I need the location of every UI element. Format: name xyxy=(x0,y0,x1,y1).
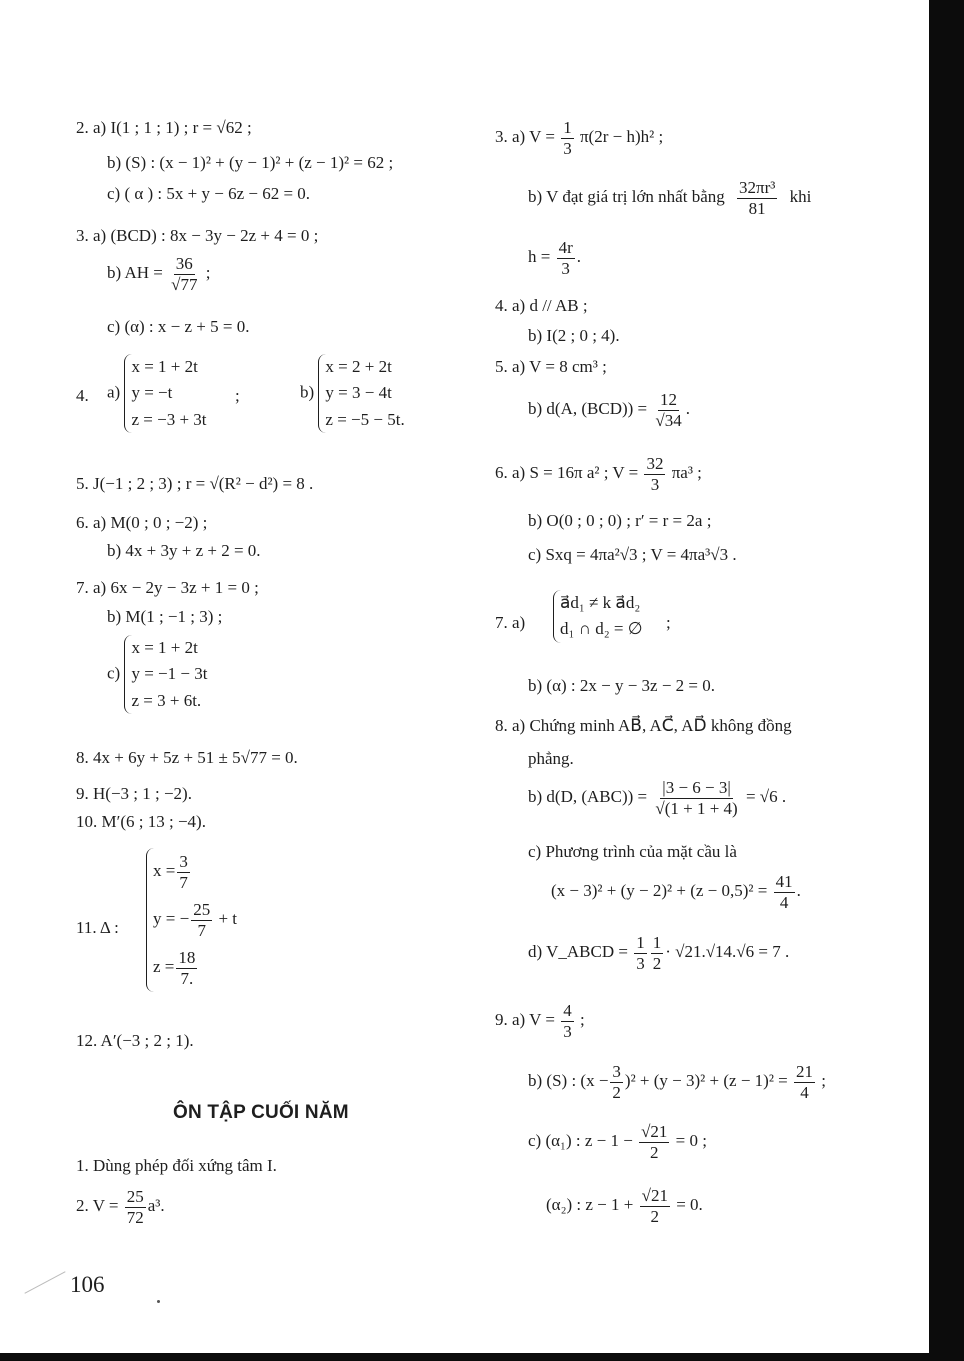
answer-r8c-equation: (x − 3)² + (y − 2)² + (z − 0,5)² = $\frac{41}{4}$ . xyxy=(551,872,801,912)
answer-3b-label: b) AH = xyxy=(107,262,163,282)
fraction: $\frac{12}{√34}$ xyxy=(655,390,682,430)
answer-r3c: h = $\frac{4r}{3}$ . xyxy=(528,238,582,278)
equation-system: x = $\frac{3}{7}$ y = − $\frac{25}{7}$ + t z = $\frac{18}{7.}$ xyxy=(146,848,237,992)
answer-r7a xyxy=(553,590,643,643)
equation-system: x = 1 + 2t y = −1 − 3t z = 3 + 6t. xyxy=(124,635,207,714)
answer-3c: c) (α) : x − z + 5 = 0. xyxy=(107,317,250,336)
fraction: $\frac{4r}{3}$ xyxy=(558,238,573,278)
answer-r8c: c) Phương trình của mặt cầu là xyxy=(528,842,737,861)
fraction: $\frac{\text{32πr³}}{81}$ xyxy=(739,178,776,218)
answer-r3a: 3. a) V = $\frac{1}{3}$ π(2r − h)h² ; xyxy=(495,118,664,158)
fraction: $\frac{3}{2}$ xyxy=(612,1062,621,1102)
scan-speck xyxy=(157,1300,160,1303)
answer-r8a: 8. a) Chứng minh AB⃗, AC⃗, AD⃗ không đồng xyxy=(495,716,792,735)
answer-r6c: c) Sxq = 4πa²√3 ; V = 4πa³√3 . xyxy=(528,545,737,564)
answer-2a: 2. a) I(1 ; 1 ; 1) ; r = √62 ; xyxy=(76,118,252,137)
answer-7c: c) x = 1 + 2t y = −1 − 3t z = 3 + 6t. xyxy=(107,635,207,714)
answer-r5b: b) d(A, (BCD)) = $\frac{12}{√34}$ . xyxy=(528,390,690,430)
fraction: $\frac{18}{7.}$ xyxy=(178,948,196,988)
equation-system: x = 2 + 2t y = 3 − 4t z = −5 − 5t. xyxy=(318,354,404,433)
answer-r6a: 6. a) S = 16π a² ; V = $\frac{32}{3}$ πa³ ; xyxy=(495,454,702,494)
scan-smudge xyxy=(24,1271,65,1293)
answer-r8b: b) d(D, (ABC)) = $\frac{|3 - 6 - 3|}{√(1 + 1 + 4)}$ = √6 . xyxy=(528,778,787,818)
answer-r3b: b) V đạt giá trị lớn nhất bằng $\frac{\text{32πr³}}{81}$ khi xyxy=(528,178,812,218)
answer-5: 5. J(−1 ; 2 ; 3) ; r = √(R² − d²) = 8 . xyxy=(76,474,314,493)
answer-r5a: 5. a) V = 8 cm³ ; xyxy=(495,357,607,376)
answer-3a: 3. a) (BCD) : 8x − 3y − 2z + 4 = 0 ; xyxy=(76,226,319,245)
answer-r4a: 4. a) d // AB ; xyxy=(495,296,588,315)
fraction: $\frac{1}{3}$ xyxy=(563,118,572,158)
answer-6a: 6. a) M(0 ; 0 ; −2) ; xyxy=(76,513,208,532)
answer-2c: c) ( α ) : 5x + y − 6z − 62 = 0. xyxy=(107,184,311,203)
answer-r6b: b) O(0 ; 0 ; 0) ; r′ = r = 2a ; xyxy=(528,511,712,530)
fraction: $\frac{√21}{2}$ xyxy=(641,1122,668,1162)
answer-11-label: 11. Δ : xyxy=(76,918,119,937)
answer-r8a-cont: phẳng. xyxy=(528,749,574,768)
answer-r9c: c) (α₁) : z − 1 − $\frac{√21}{2}$ = 0 ; xyxy=(528,1122,707,1162)
equation-system: a⃗d₁ ≠ k a⃗d₂ d₁ ∩ d₂ = ∅ xyxy=(553,590,643,643)
section-title: ÔN TẬP CUỐI NĂM xyxy=(173,1102,349,1123)
scan-border-right xyxy=(929,0,964,1361)
answer-12: 12. A′(−3 ; 2 ; 1). xyxy=(76,1031,194,1050)
answer-10: 10. M′(6 ; 13 ; −4). xyxy=(76,812,206,831)
fraction: $\frac{41}{4}$ xyxy=(775,872,793,912)
answer-4b: b) x = 2 + 2t y = 3 − 4t z = −5 − 5t. xyxy=(300,354,405,433)
answer-r9b: b) (S) : (x − $\frac{3}{2}$ )² + (y − 3)² + (z − 1)² = $\frac{21}{4}$ ; xyxy=(528,1062,826,1102)
fraction: $\frac{25}{72}$ xyxy=(126,1187,144,1227)
fraction: $\frac{32}{3}$ xyxy=(646,454,664,494)
fraction: $\frac{36}{√77}$ xyxy=(171,254,198,294)
answer-4-number: 4. xyxy=(76,386,89,405)
fraction: $\frac{3}{7}$ xyxy=(179,852,188,892)
fraction: $\frac{√21}{2}$ xyxy=(641,1186,668,1226)
fraction: $\frac{21}{4}$ xyxy=(796,1062,813,1102)
answer-7a: 7. a) 6x − 2y − 3z + 1 = 0 ; xyxy=(76,578,259,597)
answer-r4b: b) I(2 ; 0 ; 4). xyxy=(528,326,620,345)
answer-r7-separator: ; xyxy=(666,613,671,632)
review-answer-2: 2. V = $\frac{25}{72}$ a³. xyxy=(76,1187,165,1227)
answer-r9d: (α₂) : z − 1 + $\frac{√21}{2}$ = 0. xyxy=(546,1186,703,1226)
answer-r7-label: 7. a) xyxy=(495,613,526,632)
scan-border-bottom xyxy=(0,1353,964,1361)
answer-6b: b) 4x + 3y + z + 2 = 0. xyxy=(107,541,261,560)
answer-3b: b) AH = $\frac{36}{√77}$ ; xyxy=(107,254,211,294)
answer-r7b: b) (α) : 2x − y − 3z − 2 = 0. xyxy=(528,676,716,695)
fraction: $\frac{1}{3}$ xyxy=(636,933,645,973)
answer-r8d: d) V_ABCD = $\frac{1}{3}$ $\frac{1}{2}$ · √21.√14.√6 = 7 . xyxy=(528,933,790,973)
fraction: $\frac{25}{7}$ xyxy=(193,900,211,940)
answer-7b: b) M(1 ; −1 ; 3) ; xyxy=(107,607,223,626)
equation-system: x = 1 + 2t y = −t z = −3 + 3t xyxy=(124,354,206,433)
fraction: $\frac{4}{3}$ xyxy=(563,1001,572,1041)
fraction: $\frac{1}{2}$ xyxy=(652,933,662,973)
answer-4a: a) x = 1 + 2t y = −t z = −3 + 3t xyxy=(107,354,207,433)
answer-9: 9. H(−3 ; 1 ; −2). xyxy=(76,784,192,803)
answer-4-separator: ; xyxy=(235,386,240,405)
answer-2b: b) (S) : (x − 1)² + (y − 1)² + (z − 1)² = 62 ; xyxy=(107,153,394,172)
answer-r9a: 9. a) V = $\frac{4}{3}$ ; xyxy=(495,1001,585,1041)
page-number: 106 xyxy=(70,1272,105,1297)
fraction: $\frac{|3 - 6 - 3|}{√(1 + 1 + 4)}$ xyxy=(655,778,738,818)
answer-11-system xyxy=(146,848,237,992)
review-answer-1: 1. Dùng phép đối xứng tâm I. xyxy=(76,1156,277,1175)
answer-8: 8. 4x + 6y + 5z + 51 ± 5√77 = 0. xyxy=(76,748,298,767)
